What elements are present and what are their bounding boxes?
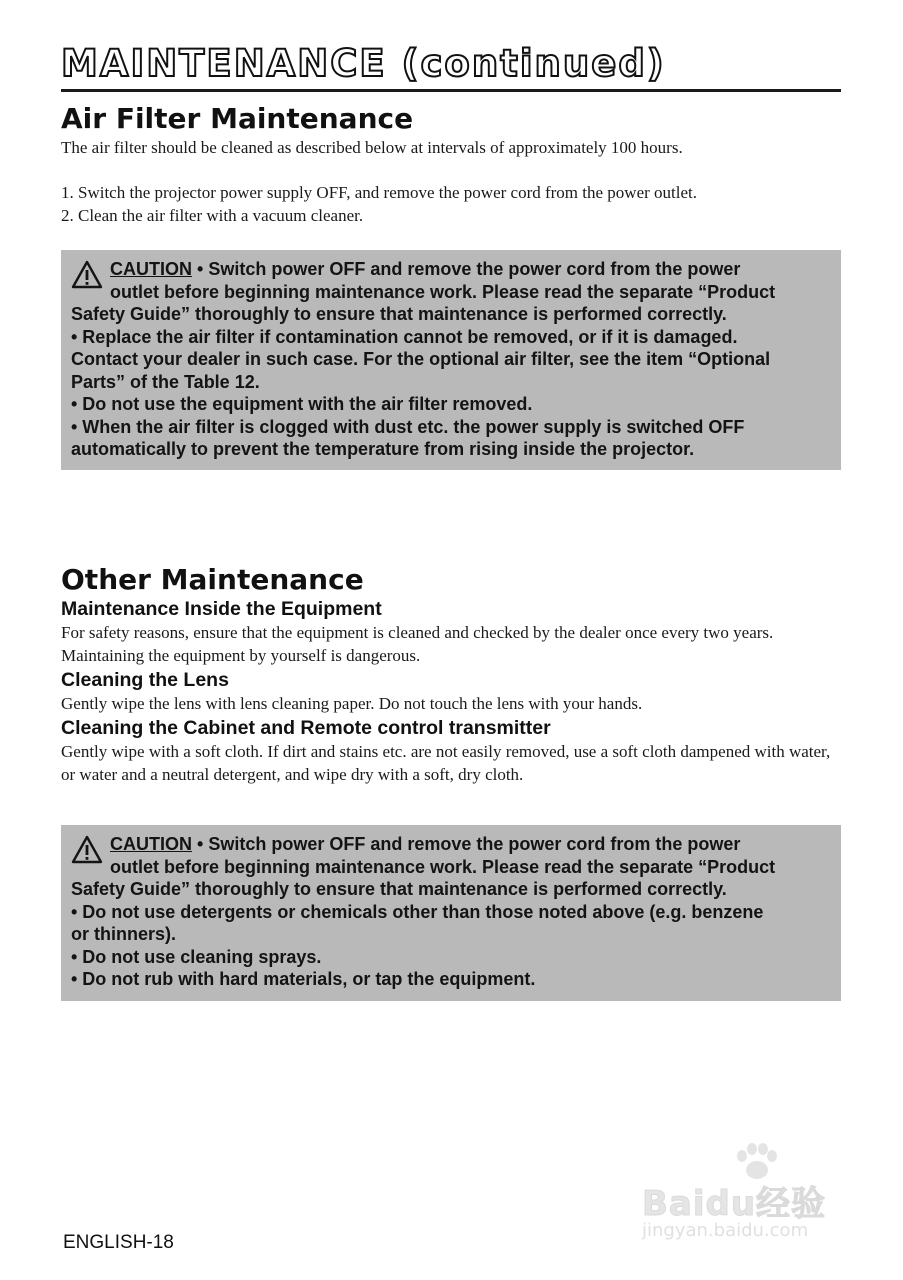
caution-line: • Do not use the equipment with the air filter removed.: [71, 394, 533, 414]
caution-line: • Do not rub with hard materials, or tap the equipment.: [71, 969, 536, 989]
caution-line: Parts” of the Table 12.: [71, 371, 260, 392]
warning-triangle-icon: [71, 835, 103, 865]
page-title: MAINTENANCE (continued): [61, 42, 666, 85]
caution-line: • Replace the air filter if contamination cannot be removed, or if it is damaged.: [71, 326, 738, 347]
caution-line: Safety Guide” thoroughly to ensure that maintenance is performed correctly.: [71, 304, 727, 324]
section-text-lens: Gently wipe the lens with lens cleaning paper. Do not touch the lens with your hands.: [61, 694, 643, 713]
caution-label: CAUTION: [110, 834, 192, 854]
air-filter-step: 2. Clean the air filter with a vacuum cleaner.: [61, 206, 364, 225]
watermark-brand: Baidu经验: [642, 1184, 827, 1224]
caution-line: Contact your dealer in such case. For the optional air filter, see the item “Optional: [71, 349, 771, 369]
caution-first-line: • Switch power OFF and remove the power cord from the power: [197, 834, 741, 854]
section-title-inside: Maintenance Inside the Equipment: [61, 598, 382, 620]
caution-box-air-filter: [61, 250, 841, 470]
caution-first-line: • Switch power OFF and remove the power cord from the power: [197, 259, 741, 279]
caution-label: CAUTION: [110, 259, 192, 279]
air-filter-heading: Air Filter Maintenance: [61, 102, 414, 135]
caution-line: • Do not use cleaning sprays.: [71, 946, 322, 967]
caution-line: or thinners).: [71, 924, 177, 944]
caution-second-line: outlet before beginning maintenance work. Please read the separate “Product: [110, 281, 776, 302]
caution-intro: [110, 258, 775, 303]
section-title-lens: Cleaning the Lens: [61, 669, 229, 691]
caution-line: automatically to prevent the temperature from rising inside the projector.: [71, 439, 695, 459]
section-text-inside: For safety reasons, ensure that the equipment is cleaned and checked by the dealer once every two years. Maintaining the equipment by yourself is dangerous.: [61, 623, 774, 665]
section-text-cabinet: Gently wipe with a soft cloth. If dirt and stains etc. are not easily removed, use a soft cloth dampened with water, or water and a neutral detergent, and wipe dry with a soft, dry cloth.: [61, 742, 831, 784]
caution-box-other: [61, 825, 841, 1001]
caution-header: [71, 833, 831, 878]
page-number: ENGLISH-18: [63, 1232, 174, 1253]
caution-header: [71, 258, 831, 303]
caution-line: • When the air filter is clogged with dust etc. the power supply is switched OFF: [71, 416, 745, 437]
air-filter-step: 1. Switch the projector power supply OFF, and remove the power cord from the power outlet.: [61, 183, 697, 202]
caution-line: • Do not use detergents or chemicals other than those noted above (e.g. benzene: [71, 901, 764, 922]
other-maintenance-heading: Other Maintenance: [61, 563, 364, 596]
caution-second-line: outlet before beginning maintenance work. Please read the separate “Product: [110, 856, 776, 877]
baidu-watermark: [636, 1140, 851, 1250]
caution-line: Safety Guide” thoroughly to ensure that maintenance is performed correctly.: [71, 879, 727, 899]
watermark-url: jingyan.baidu.com: [642, 1220, 809, 1241]
section-title-cabinet: Cleaning the Cabinet and Remote control transmitter: [61, 717, 551, 739]
warning-triangle-icon: [71, 260, 103, 290]
air-filter-intro: The air filter should be cleaned as described below at intervals of approximately 100 hours.: [61, 138, 683, 157]
title-rule: [61, 89, 841, 92]
caution-intro: [110, 833, 775, 878]
